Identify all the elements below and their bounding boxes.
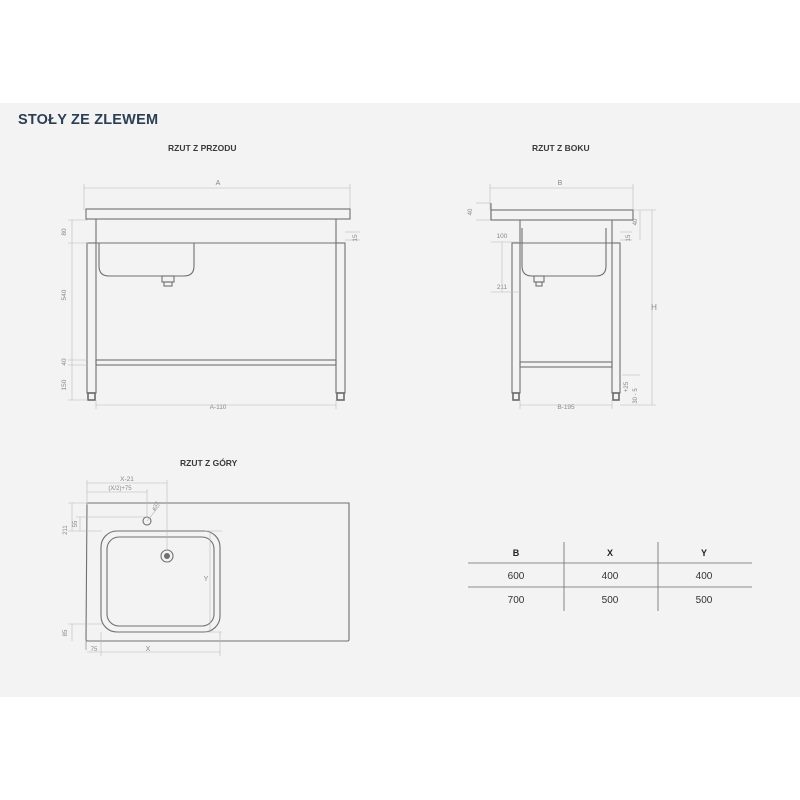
front-undershelf	[96, 360, 336, 365]
front-view-label: RZUT Z PRZODU	[168, 143, 237, 153]
side-sink-bowl	[522, 228, 606, 276]
front-sink-bowl	[99, 243, 194, 276]
dim-100: 100	[496, 233, 508, 240]
front-leg-right	[336, 243, 345, 393]
dim-80: 80	[61, 228, 68, 236]
front-leg-left	[87, 243, 96, 393]
dim-plus25: +25	[624, 381, 630, 393]
table-header-y: Y	[700, 548, 708, 558]
table-cell: 400	[695, 571, 713, 582]
dim-85: 85	[63, 629, 69, 637]
dim-40-side: 40	[468, 208, 474, 216]
dim-x-21: X-21	[120, 476, 134, 483]
top-sink-bowl	[101, 531, 220, 632]
table-cell: 600	[507, 571, 525, 582]
dim-phi: ø33	[151, 500, 162, 513]
side-undershelf	[520, 362, 612, 367]
dim-a-110: A-110	[209, 404, 227, 411]
table-cell: 400	[601, 571, 619, 582]
dim-211-top: 211	[63, 525, 69, 535]
dim-15-side: 15	[626, 234, 632, 242]
dim-x: X	[145, 646, 151, 653]
dim-211: 211	[496, 284, 508, 291]
table-cell: 700	[507, 595, 525, 606]
size-table	[468, 542, 752, 611]
side-view-label: RZUT Z BOKU	[532, 143, 590, 153]
dim-40: 40	[61, 358, 68, 366]
dim-b: B	[557, 180, 563, 187]
top-view	[63, 476, 349, 656]
front-view	[61, 180, 360, 411]
dim-b-195: B-195	[557, 404, 575, 411]
dim-40b-side: 40	[633, 218, 639, 226]
front-worktop	[86, 209, 350, 219]
dim-75: 75	[90, 647, 98, 653]
table-cell: 500	[695, 595, 713, 606]
dim-x2-75: (X/2)+75	[108, 486, 132, 492]
page-title: STOŁY ZE ZLEWEM	[18, 112, 159, 128]
table-header-b: B	[512, 548, 520, 558]
dim-h: H	[651, 303, 657, 312]
dim-a: A	[215, 180, 221, 187]
side-leg-left	[512, 243, 520, 393]
side-worktop	[491, 210, 633, 220]
table-cell: 500	[601, 595, 619, 606]
side-leg-right	[612, 243, 620, 393]
dim-55: 55	[73, 520, 79, 528]
dim-30-5: 30 - 5	[633, 388, 639, 404]
dim-y: Y	[203, 576, 209, 583]
dim-540: 540	[61, 289, 68, 301]
table-header-x: X	[606, 548, 614, 558]
dim-15-front: 15	[352, 234, 359, 242]
top-view-label: RZUT Z GÓRY	[180, 458, 238, 468]
top-worktop	[86, 500, 349, 641]
dim-150: 150	[61, 379, 68, 391]
side-view	[468, 180, 657, 411]
